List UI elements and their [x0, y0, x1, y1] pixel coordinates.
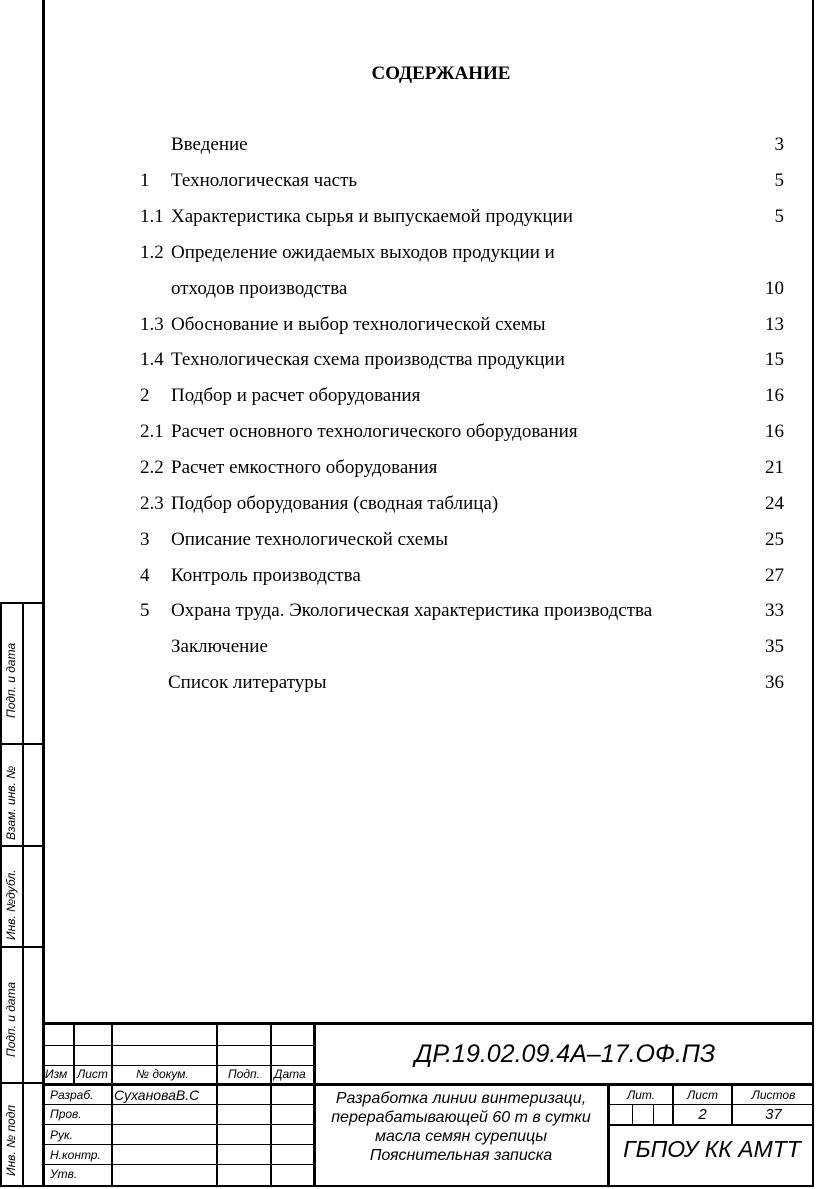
toc-page: 16 [765, 421, 784, 442]
side-label-podp-data-2: Подп. и дата [4, 981, 18, 1057]
divider [42, 1083, 814, 1086]
toc-row [140, 671, 784, 695]
sheets-total-label: Листов [751, 1088, 796, 1102]
toc-row [140, 528, 784, 552]
divider [0, 845, 42, 847]
work-title-line: Разработка линии винтеризаци, [335, 1090, 587, 1107]
side-label-vzam-inv: Взам. инв. № [4, 765, 18, 840]
divider [0, 946, 42, 948]
divider [0, 1185, 42, 1187]
divider [42, 1124, 314, 1125]
divider [42, 1104, 314, 1105]
divider [216, 1022, 218, 1187]
toc-page: 15 [765, 349, 784, 370]
divider [42, 1045, 314, 1046]
toc-row [140, 277, 784, 301]
toc-page: 27 [765, 565, 784, 586]
organization: ГБПОУ КК АМТТ [623, 1136, 801, 1162]
toc-num: 1.1 [140, 206, 164, 227]
toc-row [140, 205, 784, 229]
toc-num: 2 [140, 385, 150, 406]
toc-num: 1.2 [140, 242, 164, 263]
toc-text: Подбор и расчет оборудования [171, 385, 421, 406]
toc-page: 25 [765, 529, 784, 550]
work-title-line: масла семян сурепицы [375, 1128, 547, 1145]
toc-row [140, 241, 784, 265]
toc-row [140, 384, 784, 408]
divider [0, 1082, 42, 1084]
divider [0, 602, 42, 604]
toc-row [140, 313, 784, 337]
toc-text: Определение ожидаемых выходов продукции и [171, 242, 555, 263]
toc-page: 35 [765, 636, 784, 657]
toc-num: 1.3 [140, 314, 164, 335]
toc-text: отходов производства [171, 278, 348, 299]
toc-num: 5 [140, 600, 150, 621]
toc-text: Заключение [171, 636, 268, 657]
toc-num: 2.3 [140, 493, 164, 514]
col-signature: Подп. [228, 1067, 260, 1081]
toc-text: Технологическая схема производства продукции [171, 349, 565, 370]
role-norm-control: Н.контр. [50, 1148, 101, 1162]
toc-text: Подбор оборудования (сводная таблица) [171, 493, 499, 514]
toc-num: 1 [140, 170, 150, 191]
toc-text: Контроль производства [171, 565, 361, 586]
toc-text: Введение [171, 134, 248, 155]
toc-page: 21 [765, 457, 784, 478]
col-list: Лист [77, 1067, 108, 1081]
divider [653, 1104, 654, 1125]
divider [73, 1022, 75, 1085]
divider [111, 1022, 113, 1187]
toc-num: 4 [140, 565, 150, 586]
toc-row [140, 492, 784, 516]
toc-page: 5 [774, 170, 784, 191]
document-code: ДР.19.02.09.4А–17.ОФ.ПЗ [414, 1040, 716, 1068]
sheets-total: 37 [765, 1106, 782, 1123]
divider [632, 1104, 633, 1125]
toc-page: 33 [765, 600, 784, 621]
col-izm: Изм [45, 1067, 68, 1081]
toc-text: Охрана труда. Экологическая характеристика производства [171, 600, 653, 621]
side-label-podp-data: Подп. и дата [4, 642, 18, 718]
toc-num: 2.2 [140, 457, 164, 478]
divider [0, 743, 42, 745]
divider [42, 1164, 314, 1165]
col-doc-number: № докум. [136, 1067, 189, 1081]
toc-page: 16 [765, 385, 784, 406]
divider [0, 602, 2, 1187]
role-developer: Разраб. [50, 1088, 94, 1102]
toc-row [140, 456, 784, 480]
toc-num: 2.1 [140, 421, 164, 442]
sheet-label: Лист [687, 1088, 718, 1102]
toc-text: Характеристика сырья и выпускаемой продукции [171, 206, 573, 227]
toc-row [140, 599, 784, 623]
toc-text: Обоснование и выбор технологической схемы [171, 314, 546, 335]
role-approver: Утв. [50, 1167, 78, 1181]
sheet-number: 2 [698, 1106, 707, 1123]
divider [610, 1124, 814, 1126]
toc-num: 3 [140, 529, 150, 550]
toc-page: 10 [765, 278, 784, 299]
toc-row [140, 420, 784, 444]
page-title: СОДЕРЖАНИЕ [371, 63, 511, 84]
divider [22, 602, 24, 1187]
divider [610, 1104, 814, 1105]
toc-page: 5 [774, 206, 784, 227]
col-date: Дата [274, 1067, 306, 1081]
toc-row [140, 564, 784, 588]
divider [42, 1065, 314, 1066]
toc-page: 13 [765, 314, 784, 335]
divider [42, 1022, 814, 1025]
toc-text: Расчет емкостного оборудования [171, 457, 438, 478]
role-supervisor: Рук. [50, 1128, 74, 1142]
work-title-line: перерабатывающей 60 т в сутки [331, 1109, 591, 1126]
toc-text: Расчет основного технологического оборудования [171, 421, 578, 442]
toc-row [140, 348, 784, 372]
divider [42, 1144, 314, 1145]
divider [270, 1022, 272, 1187]
work-title [313, 1089, 609, 1165]
role-checker: Пров. [50, 1107, 82, 1121]
toc-page: 3 [774, 134, 784, 155]
side-label-inv-dubl: Инв. №дубл. [4, 869, 18, 940]
toc-row [140, 635, 784, 659]
toc-num: 1.4 [140, 349, 164, 370]
toc-text: Технологическая часть [171, 170, 358, 191]
toc-row [140, 169, 784, 193]
developer-name: СухановаВ.С [114, 1087, 200, 1103]
work-title-line: Пояснительная записка [369, 1147, 553, 1164]
side-label-inv-podp: Инв. № подп [4, 1105, 18, 1176]
lit-label: Лит. [626, 1088, 656, 1102]
toc-page: 36 [765, 672, 784, 693]
toc-text: Описание технологической схемы [171, 529, 449, 550]
toc-page: 24 [765, 493, 784, 514]
toc-text: Список литературы [168, 672, 327, 693]
toc-row [140, 133, 784, 157]
